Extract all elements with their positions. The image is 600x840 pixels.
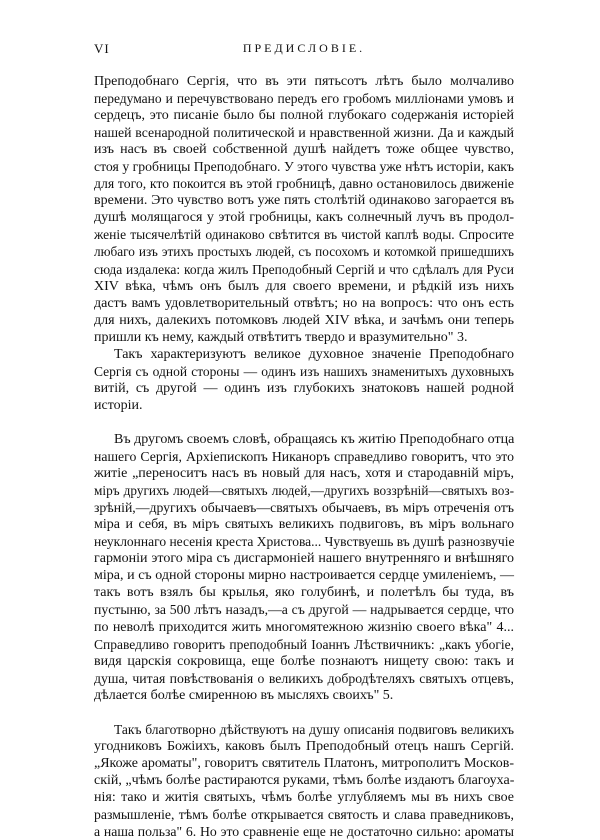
body-text xyxy=(94,73,514,840)
text-line: женіе тысячелѣтій одинаково свѣтится въ чистой каплѣ воды. Спросите xyxy=(94,227,514,243)
text-line: изъ насъ въ своей собственной душѣ найдетъ тоже общее чувство, xyxy=(94,142,514,158)
text-line: міра, и съ одной стороны мирно настроивается сердце умиленіемъ, — xyxy=(94,568,514,584)
text-line: Въ другомъ своемъ словѣ, обращаясь къ житію Преподобнаго отца xyxy=(114,431,515,447)
text-line: исторіи. xyxy=(94,397,143,413)
text-line: передумано и перечувствовано передъ его гробомъ милліонами умовъ и xyxy=(94,91,514,107)
text-line: Такъ благотворно дѣйствуютъ на душу описанія подвиговъ великихъ xyxy=(114,721,514,737)
text-line: по неволѣ приходится жить многомятежною жизнію своего вѣка" 4... xyxy=(94,619,514,635)
blank-line xyxy=(94,414,514,431)
text-line: „Якоже ароматы", говоритъ святитель Платонъ, митрополитъ Москов- xyxy=(94,755,514,771)
text-line: размышленіе, тѣмъ болѣе открывается святость и слава праведниковъ, xyxy=(94,807,514,823)
text-line: нашей всенародной политической и нравственной жизни. Да и каждый xyxy=(94,125,514,141)
text-line: пришли къ нему, каждый отвѣтитъ твердо и вразумительно" 3. xyxy=(94,329,468,345)
text-line: міра и себя, въ міръ святыхъ великихъ подвиговъ, въ міръ вольнаго xyxy=(94,517,514,533)
text-line: стоя у гробницы Преподобнаго. У этого чувства уже нѣтъ исторіи, какъ xyxy=(94,159,514,175)
text-line: времени. Это чувство вотъ уже пять столѣтій одинаково загорается въ xyxy=(94,193,514,209)
text-line: житіе „переноситъ насъ въ новый для насъ, хотя и стародавній міръ, xyxy=(94,466,514,482)
text-line: для того, кто покоится въ этой гробницѣ, давно остановилось движеніе xyxy=(94,176,514,192)
text-line: Справедливо говоритъ преподобный Іоаннъ Лѣствичникъ: „какъ убогіе, xyxy=(94,636,514,652)
text-line: XIV вѣка, чѣмъ онъ былъ для своего времени, и рѣдкій изъ нихъ xyxy=(94,278,514,294)
running-head xyxy=(94,41,514,61)
text-line: зрѣній,—другихъ обычаевъ—святыхъ обычаевъ, въ міръ отреченія отъ xyxy=(94,500,514,516)
text-line: для нихъ, далекихъ потомковъ людей XIV вѣка, и зачѣмъ они теперь xyxy=(94,312,514,328)
text-line: витій, съ другой — одинъ изъ глубокихъ знатоковъ нашей родной xyxy=(94,380,514,396)
text-line: пустыню, за 500 лѣтъ назадъ,—а съ другой — надрывается сердце, что xyxy=(94,602,514,618)
text-line: угодниковъ Божіихъ, каковъ былъ Преподобный отецъ нашъ Сергій. xyxy=(94,738,514,754)
text-line: Преподобнаго Сергія, что въ эти пятьсотъ лѣтъ было молчаливо xyxy=(94,74,514,89)
text-line: гармоніи этого міра съ дисгармоніей нашего внутренняго и внѣшняго xyxy=(94,551,514,567)
text-line: такъ вотъ взялъ бы крылья, яко голубинѣ, и полетѣлъ бы туда, въ xyxy=(94,585,514,601)
text-line: а наша польза" 6. Но это сравненіе еще не достаточно сильно: ароматы xyxy=(94,824,514,840)
text-line: сердецъ, это писаніе было бы полной глубокаго содержанія исторіей xyxy=(94,108,514,124)
text-line: Сергія съ одной стороны — одинъ изъ нашихъ знаменитыхъ духовныхъ xyxy=(94,363,514,379)
text-line: міръ другихъ людей—святыхъ людей,—другихъ воззрѣній—святыхъ воз- xyxy=(94,483,514,499)
running-title: ПРЕДИСЛОВІЕ. xyxy=(242,41,366,55)
text-line: душа, читая повѣствованія о великихъ добродѣтеляхъ святыхъ отцевъ, xyxy=(94,670,514,686)
text-line: видя царскія сокровища, еще болѣе познаютъ нищету свою: такъ и xyxy=(94,653,514,669)
text-line: скій, „чѣмъ болѣе растираются руками, тѣмъ болѣе издаютъ благоуха- xyxy=(94,772,515,788)
text-line: любаго изъ этихъ простыхъ людей, съ посохомъ и котомкой пришедшихъ xyxy=(94,244,514,260)
text-line: Такъ характеризуютъ великое духовное значеніе Преподобнаго xyxy=(114,346,514,362)
text-line: дѣлается болѣе смиренною въ мысляхъ своихъ" 5. xyxy=(94,687,394,703)
text-line: нія: тако и житія святыхъ, чѣмъ болѣе углубляемъ мы въ нихъ свое xyxy=(94,789,514,805)
text-line: нашего Сергія, Архіепископъ Никаноръ справедливо говоритъ, что это xyxy=(94,449,514,465)
text-line: дастъ вамъ удовлетворительный отвѣтъ; но на вопросъ: что онъ есть xyxy=(94,295,514,311)
text-line: душѣ молящагося у этой гробницы, какъ солнечный лучъ въ продол- xyxy=(94,210,514,226)
text-line: неуклоннаго несенія креста Христова... Чувствуешь въ душѣ разнозвучіе xyxy=(94,534,515,550)
text-line: сюда издалека: когда жилъ Преподобный Сергій и что сдѣлалъ для Руси xyxy=(94,261,514,277)
blank-line xyxy=(94,704,514,721)
page-number: VI xyxy=(94,41,110,56)
